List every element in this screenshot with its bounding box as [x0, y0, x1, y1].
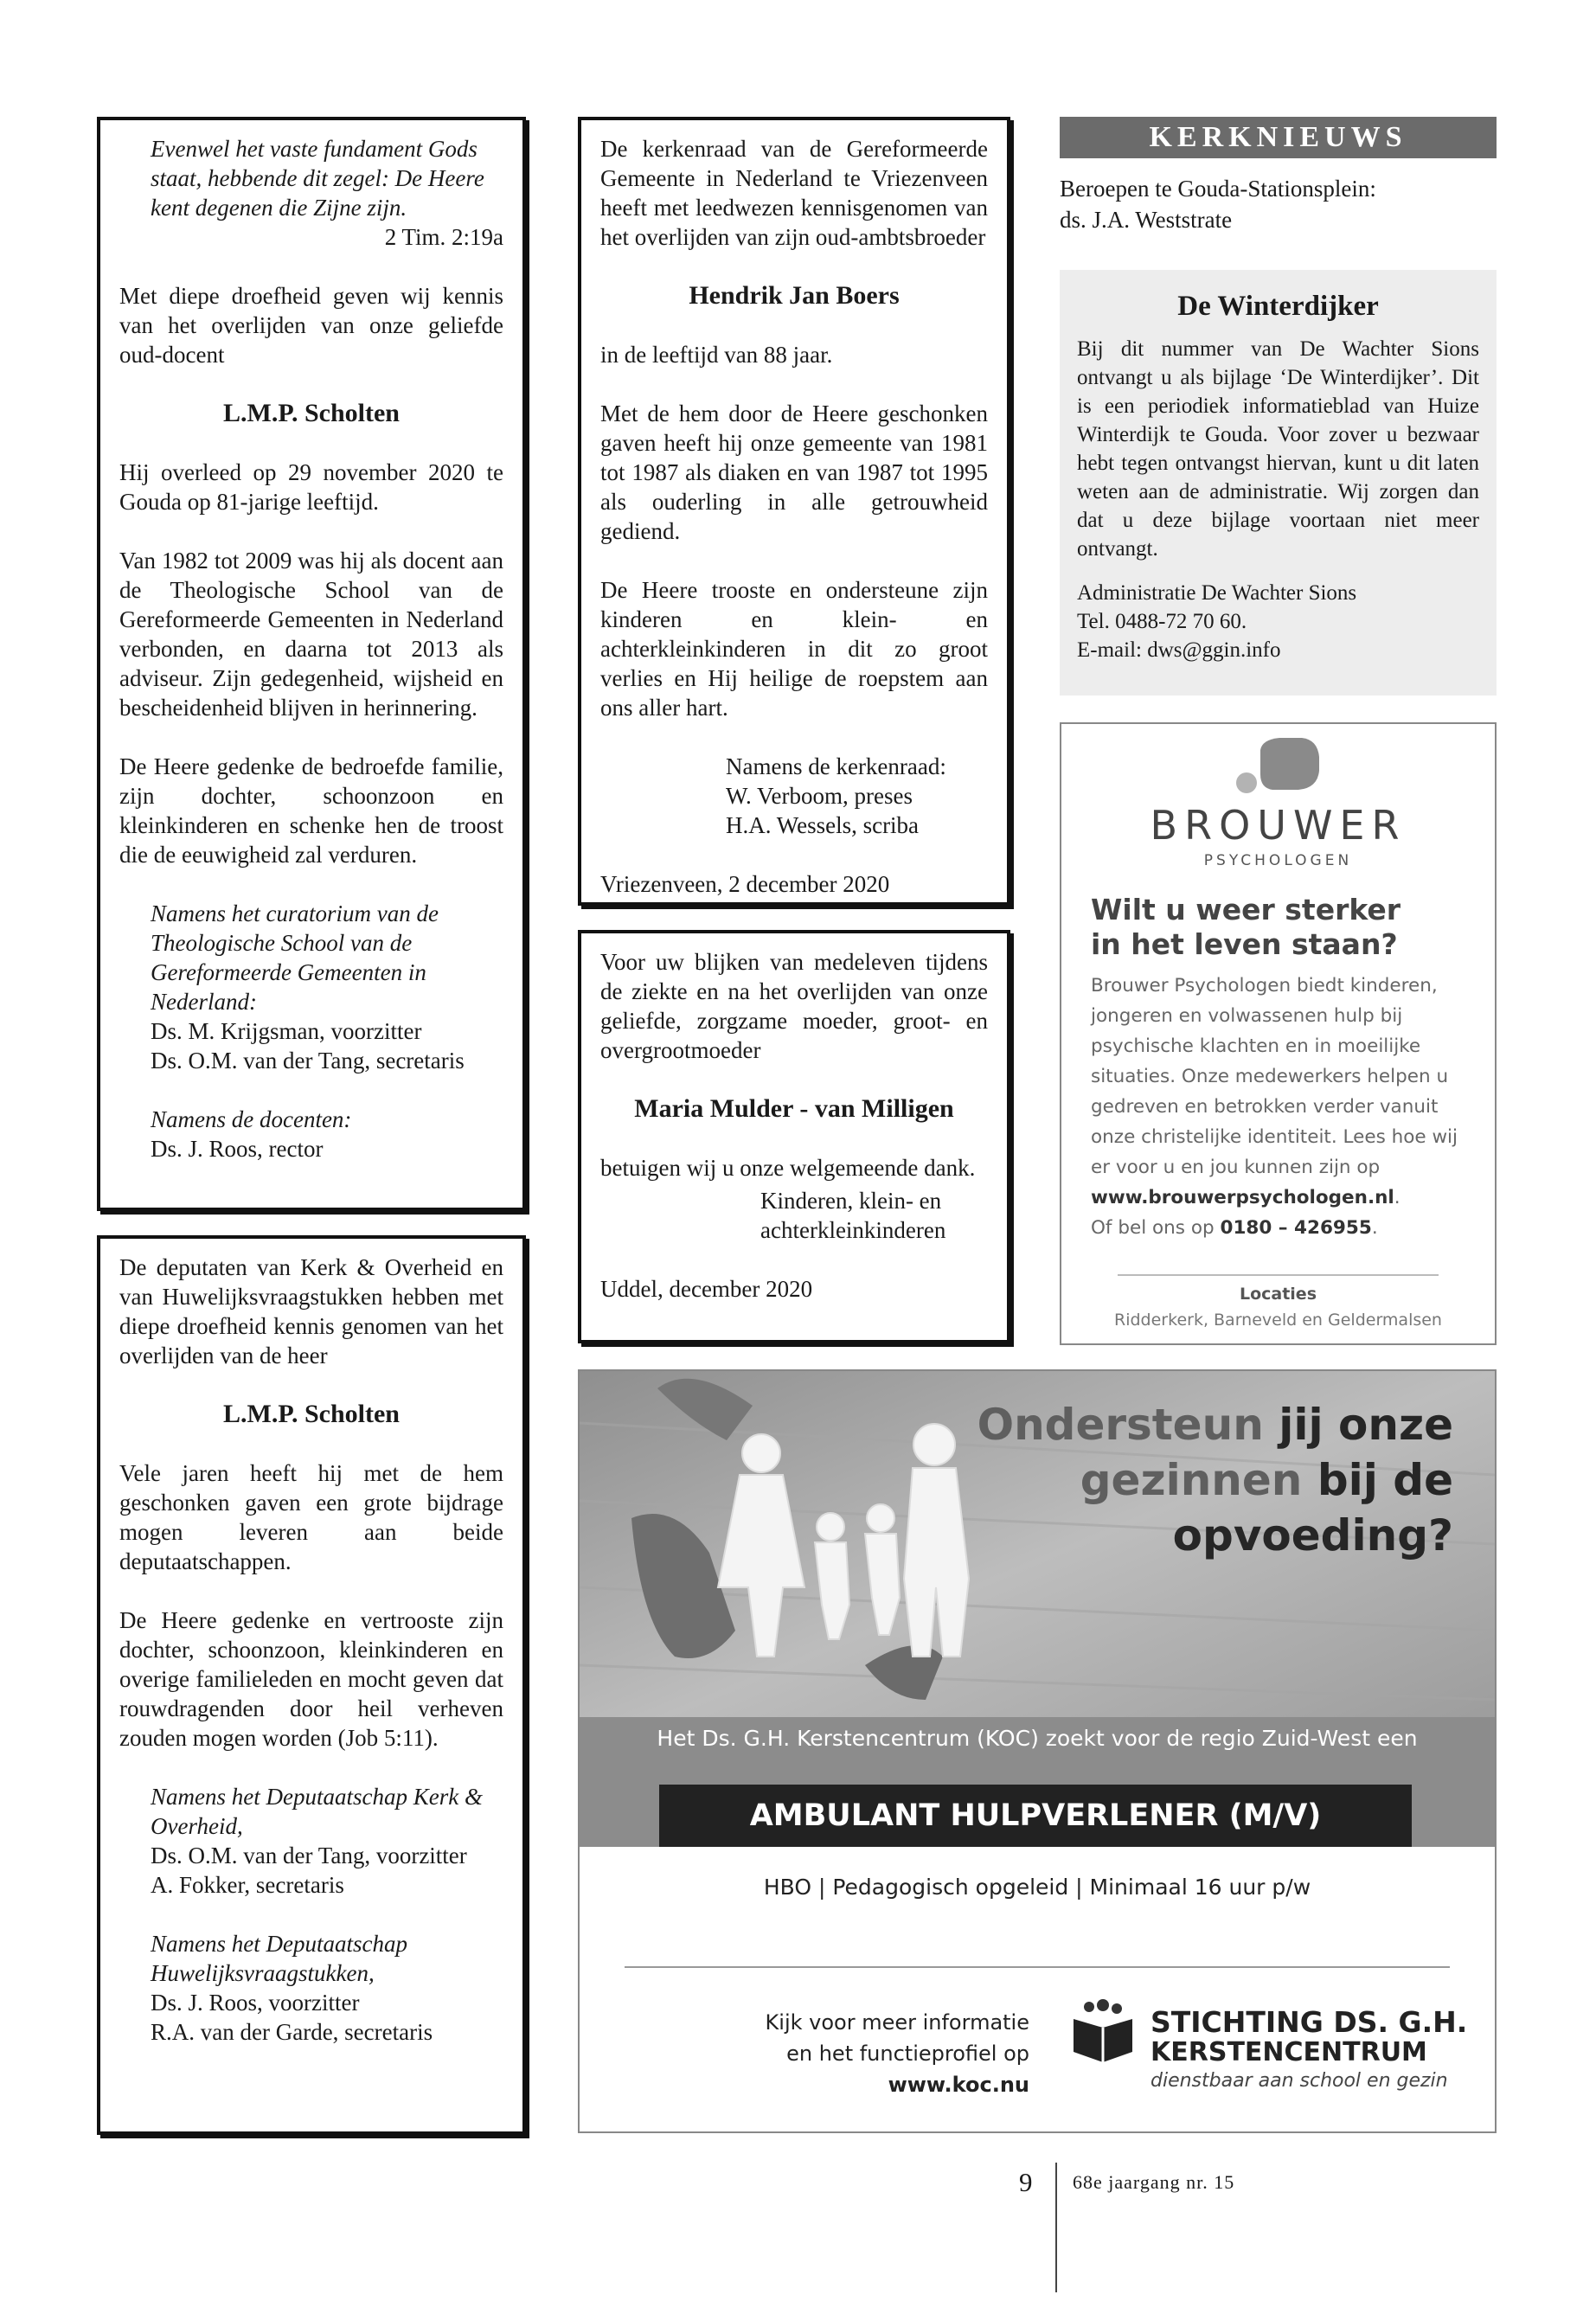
thanks-mulder: [578, 930, 1010, 1343]
koc-url[interactable]: www.koc.nu: [888, 2073, 1029, 2097]
koc-logo-icon: [1068, 1998, 1138, 2067]
page-number: 9: [1019, 2167, 1033, 2197]
signature-line: achterkleinkinderen: [760, 1217, 946, 1243]
thanks-text: betuigen wij u onze welgemeende dank.: [600, 1155, 976, 1181]
winterdijker-notice: [1060, 270, 1497, 695]
kerknieuws-body: [1060, 173, 1497, 235]
koc-advertisement: [578, 1369, 1497, 2133]
signature-label: Namens het curatorium van de Theologische School van de Gereformeerde Gemeenten in Nederland:: [151, 901, 439, 1015]
koc-requirements: HBO | Pedagogisch opgeleid | Minimaal 16 uur p/w: [763, 1875, 1311, 1900]
deceased-name: L.M.P. Scholten: [223, 1400, 400, 1428]
bible-reference: 2 Tim. 2:19a: [384, 224, 503, 250]
thanks-intro: Voor uw blijken van medeleven tijdens de ziekte en na het overlijden van onze geliefde, zorgzame moeder, groot- en overgrootmoeder: [600, 949, 988, 1063]
koc-org-name: KERSTENCENTRUM: [1151, 2037, 1427, 2067]
deceased-name: L.M.P. Scholten: [223, 399, 400, 427]
locations-list: Ridderkerk, Barneveld en Geldermalsen: [1114, 1311, 1442, 1330]
age-text: in de leeftijd van 88 jaar.: [600, 342, 833, 368]
hero-line: opvoeding?: [1172, 1510, 1453, 1561]
more-line: en het functieprofiel op: [786, 2041, 1029, 2066]
signature-line: Ds. M. Krijgsman, voorzitter: [151, 1018, 422, 1044]
place-date: Vriezenveen, 2 december 2020: [600, 871, 890, 897]
obituary-intro: Met diepe droefheid geven wij kennis van het overlijden van onze geliefde oud-docent: [119, 283, 503, 368]
brouwer-body-text: Brouwer Psychologen biedt kinderen, jongeren en volwassenen hulp bij psychische klachten en in moeilijke situaties. Onze medewerkers helpen u gedreven en betrokken verder vanuit onze christelijke identiteit. Lees hoe wij er voor u en jou kunnen zijn op: [1091, 975, 1458, 1178]
obituary-intro: De deputaten van Kerk & Overheid en van Huwelijksvraagstukken hebben met diepe droefheid kennis genomen van het overlijden van de heer: [119, 1254, 503, 1368]
headline-line: in het leven staan?: [1091, 927, 1398, 961]
signature-kerkenraad: [726, 752, 988, 840]
signature-label: Namens het Deputaatschap Huwelijksvraagstukken,: [151, 1931, 407, 1986]
signature-line: W. Verboom, preses: [726, 783, 913, 809]
signature-kerk-overheid: [151, 1782, 503, 1900]
brouwer-advertisement: [1060, 722, 1497, 1345]
obituary-intro: De kerkenraad van de Gereformeerde Gemeente in Nederland te Vriezenveen heeft met leedwezen kennisgenomen van het overlijden van zijn oud-ambtsbroeder: [600, 136, 988, 250]
career-text: Van 1982 tot 2009 was hij als docent aan de Theologische School van de Gereformeerde Gemeenten in Nederland verbonden, en daarna tot 2013 als adviseur. Zijn gedegenheid, wijsheid en bescheidenheid blijven in herinnering.: [119, 548, 503, 721]
signature-line: Ds. J. Roos, voorzitter: [151, 1990, 360, 2016]
obituary-boers: [578, 117, 1010, 906]
place-date: Uddel, december 2020: [600, 1276, 813, 1302]
contact-phone: Tel. 0488-72 70 60.: [1077, 610, 1247, 633]
signature-line: Ds. J. Roos, rector: [151, 1136, 324, 1162]
more-line: Kijk voor meer informatie: [765, 2010, 1029, 2035]
comfort-text: De Heere gedenke en vertrooste zijn dochter, schoonzoon, kleinkinderen en overige familieleden en mocht geven dat rouwdragenden door heil verheven zouden mogen worden (Job 5:11).: [119, 1607, 503, 1751]
hero-emphasis: gezinnen: [1080, 1455, 1303, 1505]
deceased-name: Hendrik Jan Boers: [689, 281, 900, 310]
signature-line: R.A. van der Garde, secretaris: [151, 2019, 433, 2045]
brouwer-logo-text: BROUWER: [1150, 802, 1407, 849]
signature-family: [760, 1186, 988, 1245]
hero-line: [969, 1452, 1453, 1508]
signature-line: Kinderen, klein- en: [760, 1188, 942, 1214]
hero-line: [969, 1397, 1453, 1452]
signature-line: H.A. Wessels, scriba: [726, 812, 920, 838]
divider: [625, 1966, 1450, 1968]
footer-divider: [1055, 2163, 1057, 2292]
signature-curatorium: [151, 899, 503, 1075]
comfort-text: De Heere gedenke de bedroefde familie, zijn dochter, schoonzoon en kleinkinderen en schenke hen de troost die de eeuwigheid zal verduren.: [119, 753, 503, 868]
brouwer-headline: [1091, 893, 1471, 962]
signature-line: A. Fokker, secretaris: [151, 1872, 344, 1898]
bible-quote: Evenwel het vaste fundament Gods staat, hebbende dit zegel: De Heere kent degenen die Zijne zijn.: [151, 136, 484, 221]
kerknieuws-line: Beroepen te Gouda-Stationsplein:: [1060, 176, 1376, 202]
hero-text: bij de: [1302, 1455, 1453, 1505]
signature-label: Namens de docenten:: [151, 1106, 352, 1132]
deceased-name: Maria Mulder - van Milligen: [634, 1094, 954, 1123]
koc-lead: Het Ds. G.H. Kerstencentrum (KOC) zoekt voor de regio Zuid-West een: [657, 1726, 1418, 1751]
hero-text: jij onze: [1263, 1400, 1453, 1450]
signature-label: Namens de kerkenraad:: [726, 753, 946, 779]
winterdijker-body: Bij dit nummer van De Wachter Sions ontvangt u als bijlage ‘De Winterdijker’. Dit is een periodiek informatieblad van Huize Winterdijk te Gouda. Voor zover u bezwaar hebt tegen ontvangst hiervan, kunt u dit laten weten aan de administratie. Wij zorgen dan dat u deze bijlage voortaan niet meer ontvangt.: [1077, 337, 1479, 561]
locations-title: Locaties: [1239, 1285, 1317, 1304]
divider: [1118, 1274, 1439, 1276]
signature-docenten: [151, 1105, 503, 1163]
comfort-text: De Heere trooste en ondersteune zijn kinderen en klein- en achterkleinkinderen in dit zo groot verlies en Hij heilige de roepstem aan ons aller hart.: [600, 577, 988, 721]
signature-label: Namens het Deputaatschap Kerk & Overheid,: [151, 1784, 483, 1839]
koc-more-info: [683, 2007, 1029, 2100]
kerknieuws-line: ds. J.A. Weststrate: [1060, 207, 1233, 233]
contact-email: E-mail: dws@ggin.info: [1077, 638, 1281, 662]
issue-label: 68e jaargang nr. 15: [1073, 2171, 1235, 2193]
brouwer-logo-icon: [1227, 733, 1331, 802]
phone-prefix: Of bel ons op: [1091, 1217, 1215, 1239]
koc-hero-heading: [969, 1397, 1453, 1563]
headline-line: Wilt u weer sterker: [1091, 893, 1401, 926]
obituary-scholten-deputaten: [97, 1235, 526, 2135]
signature-huwelijk: [151, 1929, 503, 2047]
tribute-text: Vele jaren heeft hij met de hem geschonken gaven een grote bijdrage mogen leveren aan beide deputaatschappen.: [119, 1460, 503, 1574]
kerknieuws-heading: KERKNIEUWS: [1060, 117, 1497, 158]
brouwer-body: Brouwer Psychologen biedt kinderen, jongeren en volwassenen hulp bij psychische klachten en in moeilijke situaties. Onze medewerkers helpen u gedreven en betrokken verder vanuit onze christelijke identiteit. Lees hoe wij er voor u en jou kunnen zijn op www.brouwerpsychologen.nl. Of bel ons op 0180 – 426955.: [1091, 975, 1458, 1239]
koc-org-name: STICHTING DS. G.H.: [1151, 2005, 1468, 2039]
signature-line: Ds. O.M. van der Tang, voorzitter: [151, 1843, 467, 1868]
brouwer-url[interactable]: www.brouwerpsychologen.nl: [1091, 1187, 1394, 1208]
service-text: Met de hem door de Heere geschonken gaven heeft hij onze gemeente van 1981 tot 1987 als diaken en van 1987 tot 1995 als ouderling in alle getrouwheid gediend.: [600, 401, 988, 544]
death-notice: Hij overleed op 29 november 2020 te Gouda op 81-jarige leeftijd.: [119, 459, 503, 515]
brouwer-phone: 0180 – 426955: [1220, 1217, 1372, 1239]
brouwer-logo-subtitle: PSYCHOLOGEN: [1203, 852, 1353, 869]
koc-tagline: dienstbaar aan school en gezin: [1151, 2070, 1448, 2092]
koc-role-title: AMBULANT HULPVERLENER (M/V): [659, 1785, 1412, 1847]
obituary-scholten-school: [97, 117, 526, 1211]
contact-name: Administratie De Wachter Sions: [1077, 581, 1357, 605]
winterdijker-title: De Winterdijker: [1177, 291, 1379, 322]
hero-emphasis: Ondersteun: [977, 1400, 1264, 1450]
signature-line: Ds. O.M. van der Tang, secretaris: [151, 1048, 465, 1074]
